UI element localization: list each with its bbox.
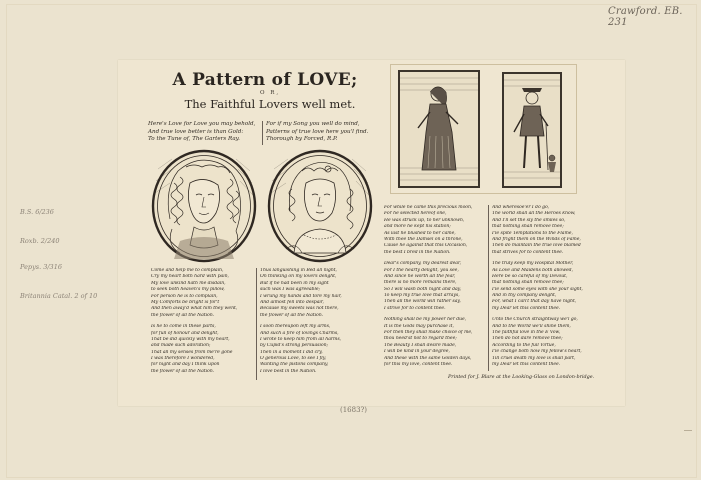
- ballad-line: That all my senses from me're gone: [151, 349, 233, 355]
- column-divider: [256, 268, 257, 380]
- ballad-line: The faithful love in the E Vow,: [492, 330, 561, 336]
- ballad-line: the best I bred in the Nation.: [384, 249, 451, 255]
- woodcut-figure-gentleman-drawing: [504, 74, 560, 186]
- ballad-line: It is the Gods may purchase it,: [384, 323, 454, 329]
- ballad-line: According to the full Virtue,: [492, 342, 556, 348]
- ballad-line: Then do not dare remove thee;: [492, 336, 563, 342]
- ballad-line: thou need'st not to regard thee;: [384, 336, 457, 342]
- ballad-line: I love best in the Nation.: [260, 368, 317, 374]
- ballad-line: For then they shall make choice of me,: [384, 330, 473, 336]
- ballad-line: With thee the Damsel on a throne,: [384, 236, 463, 242]
- woodcut-figure-gentleman: [502, 72, 562, 188]
- ballad-line: the flower of all the Nation.: [151, 368, 215, 374]
- ballad-subtitle: The Faithful Lovers well met.: [184, 97, 356, 111]
- ballad-line: Cause he against that this Occasion,: [384, 243, 468, 249]
- ballad-line: Thus languishing in Bed all night,: [260, 268, 337, 273]
- ballad-line: and more he kept his station;: [384, 224, 451, 230]
- ballad-column-4: [492, 205, 583, 368]
- ballad-line: the flower of all the Nation.: [260, 312, 324, 318]
- ballad-line: Because my sweets was not there,: [260, 306, 339, 312]
- printer-imprint: Printed for J. Blare at the Looking-Glass on London-bridge.: [448, 374, 595, 380]
- ballad-line: I wrung my hands and tore my hair,: [260, 293, 342, 299]
- ballad-line: I'le spite Temptations to the Flame,: [492, 230, 573, 236]
- ballad-line: And almost fell into despair,: [260, 299, 324, 305]
- ballad-line: Wanting the pistons company,: [260, 362, 329, 368]
- ballad-line: for full of honour and delight,: [151, 330, 219, 336]
- ballad-line: that nothing shall remove thee;: [492, 224, 564, 230]
- ballad-line: For he selected hereof one,: [384, 211, 447, 217]
- pencil-note: B.S. 6/236: [20, 208, 54, 216]
- ballad-line: So I will wash both night and day,: [384, 286, 462, 292]
- pencil-note: Pepys. 3/316: [20, 263, 62, 271]
- verse-line: Here's Love for Love you may behold,: [148, 121, 256, 127]
- ballad-line: My Comforts be bright is for't: [151, 299, 220, 305]
- verse-divider: [262, 121, 263, 145]
- ballad-line: He was struck up, to her unknown,: [384, 217, 465, 223]
- ballad-line: Then in a moment I did cry,: [260, 349, 323, 355]
- portrait-gentleman-illustration: [150, 149, 258, 263]
- ballad-line: Here be so careful of my Devout,: [492, 273, 568, 279]
- pencil-tick-mark: [684, 430, 692, 431]
- ballad-title: A Pattern of LOVE;: [172, 70, 358, 90]
- ballad-line: As last he blushed to her came,: [384, 230, 456, 236]
- ballad-line: That be did quickly with my heart,: [151, 336, 230, 342]
- ballad-line: I'le change both now my fellow's heart,: [492, 349, 582, 355]
- woodcut-figure-lady: [398, 70, 480, 188]
- ballad-line: On thinking on my lovers delight,: [260, 274, 337, 280]
- ballad-line: And since he worth all the fear,: [384, 273, 456, 279]
- ballad-line: I wrote to keep him from all harms,: [260, 336, 342, 342]
- ballad-line: Come and help me to complain,: [151, 268, 224, 273]
- ballad-line: And I'll set the sly the smiles so,: [492, 217, 566, 223]
- ballad-line: To keep my true love that arrays,: [384, 293, 460, 299]
- ballad-line: Nothing shall be my power her due,: [384, 317, 467, 323]
- ballad-line: And to the World we'll shine them,: [492, 323, 571, 329]
- ballad-line: I'le send some eyes with she your sight,: [492, 286, 583, 292]
- ballad-line: there is no more remains there,: [384, 280, 457, 286]
- ballad-line: Unto the Church straightway we'l go,: [492, 317, 578, 323]
- ballad-line: Then all the world will rather say,: [384, 299, 461, 305]
- ballad-line: Till cruel death my love is shall part,: [492, 355, 576, 361]
- ballad-column-2: [260, 268, 342, 375]
- ballad-column-1: [151, 268, 237, 375]
- date-note: (1683?): [340, 406, 368, 414]
- ballad-line: that strives for to content thee.: [492, 249, 564, 255]
- ballad-line: O generous Love, to see I fly,: [260, 356, 327, 362]
- ballad-line: the flower of all the Nation.: [151, 312, 215, 318]
- ballad-line: And these with the same Golden days,: [384, 355, 472, 361]
- verse-line: And true love better is than Gold:: [148, 128, 244, 135]
- ballad-line: For, what I can't that day have night,: [492, 299, 577, 305]
- ballad-line: I strive for to content thee.: [384, 305, 446, 311]
- ballad-line: But if he had been in my sight: [260, 280, 329, 286]
- ballad-line: for night and day I think upon: [151, 362, 220, 368]
- ballad-line: The world shall all the Heroes know,: [492, 211, 576, 217]
- ballad-line: For I the hearty delight, you see,: [384, 267, 459, 273]
- woodcut-figure-lady-drawing: [400, 72, 478, 186]
- ballad-line: The Beauty I shall desire made,: [384, 342, 457, 348]
- ballad-column-3: [384, 205, 472, 368]
- ballad-line: Cry my heart both hard with pain,: [151, 274, 229, 280]
- verse-line: For if my Song you well do mind,: [266, 121, 360, 127]
- ballad-line: And fright them on the Winds of Fame,: [492, 236, 581, 242]
- ballad-line: And in thy company delight,: [492, 293, 557, 299]
- ballad-line: for this my love, content thee.: [384, 361, 453, 367]
- verse-line: Patterns of true love here you'l find.: [266, 128, 369, 135]
- ballad-line: my Dear let this content thee.: [492, 361, 561, 367]
- pencil-note: Roxb. 2/240: [20, 237, 60, 245]
- ballad-line: I soon thereupon left my arms,: [260, 324, 331, 330]
- archive-reference: Crawford. EB. 231: [608, 6, 683, 28]
- ballad-line: And wheresoe'er I do go,: [492, 205, 550, 210]
- ballad-line: As Love and Maidens both allowed,: [492, 267, 573, 273]
- verse-line: To the Tune of, The Garters Ray.: [148, 136, 240, 142]
- ballad-line: my Dear let this content thee.: [492, 305, 561, 311]
- ballad-line: and made such adoration;: [151, 343, 211, 349]
- ballad-line: And then away'd what him they went,: [151, 306, 238, 312]
- verse-heading-right: [266, 121, 368, 144]
- ballad-line: For while he came this precious moon,: [384, 205, 473, 210]
- ballad-line: Is he to come in these parts,: [151, 324, 216, 330]
- ballad-line: I was therefore I wondered,: [151, 356, 215, 362]
- portrait-lady-illustration: [266, 149, 374, 263]
- ballad-line: by Cupid's strong persuasion;: [260, 343, 328, 349]
- ballad-line: Dear's company, my dearest dear,: [384, 261, 461, 267]
- ballad-line: such was I was agreeable;: [260, 287, 321, 293]
- title-conjunction: O R,: [260, 90, 281, 96]
- verse-heading-left: [148, 121, 255, 144]
- ballad-line: For person he is to complain,: [151, 293, 218, 299]
- ballad-line: that nothing shall remove thee;: [492, 280, 564, 286]
- pencil-note: Britannia Catal. 2 of 10: [20, 292, 98, 300]
- ballad-line: And such a fire of lovings Charms,: [260, 330, 339, 336]
- verse-line: Thorough by Forced, R.P.: [266, 136, 338, 142]
- ballad-line: My love unkind hath me disdain,: [151, 280, 226, 286]
- column-divider: [488, 205, 489, 371]
- ballad-line: I will be kind in your degree,: [384, 349, 450, 355]
- ballad-line: Then do maintain the true love blamed: [492, 243, 581, 249]
- ballad-line: to seek both heaven's my pillow,: [151, 287, 225, 293]
- ballad-line: The truly keep my Hospital Mother,: [492, 261, 574, 267]
